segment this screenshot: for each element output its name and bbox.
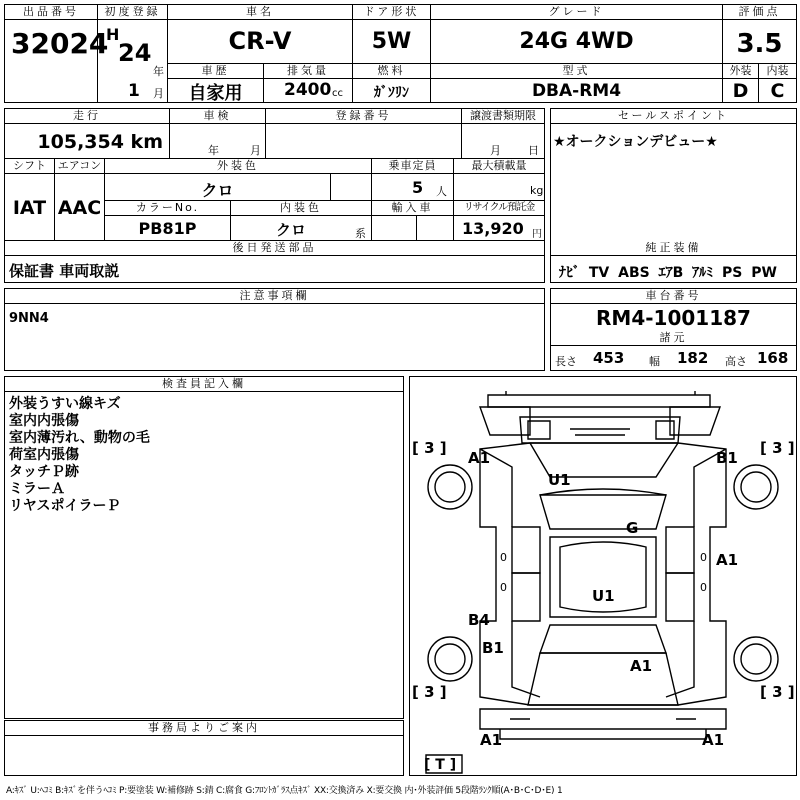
- ext-color-label: 外装色: [105, 159, 371, 174]
- model-label: 型式: [431, 64, 722, 79]
- fuel-label: 燃料: [353, 64, 430, 79]
- equipment-item: TV: [588, 265, 610, 281]
- score-label: 評価点: [723, 5, 796, 20]
- left-front-door: [512, 527, 540, 573]
- aircon-cell: [55, 159, 105, 241]
- windshield-mark: G: [626, 519, 639, 537]
- caution-block: [4, 288, 545, 371]
- chassis-label: 車台番号: [551, 289, 796, 304]
- transfer-cell: [462, 109, 544, 159]
- shift-value: IAT: [12, 197, 47, 219]
- right-quarter-mark: A1: [716, 551, 739, 569]
- grade-cell: [431, 5, 723, 64]
- model-value: DBA-RM4: [531, 81, 622, 101]
- rear-left-b4-mark: B4: [468, 611, 490, 629]
- recycle-value: 13,920: [462, 219, 524, 238]
- registration-era: H: [106, 25, 120, 44]
- rear-bumper-left-mark: A1: [480, 731, 503, 749]
- inspector-note: 荷室内張傷: [9, 447, 79, 463]
- recycle-unit: 円: [532, 229, 542, 240]
- door-cell: [353, 5, 431, 64]
- sales-point-label: セールスポイント: [551, 109, 796, 124]
- vehicle-details-block: [4, 108, 545, 283]
- front-right-tire-mark: [ 3 ]: [760, 439, 795, 457]
- aircon-value: AAC: [57, 197, 102, 219]
- rear-window: [540, 625, 666, 653]
- front-left-fender-mark: A1: [468, 449, 491, 467]
- shift-label: シフト: [5, 159, 54, 174]
- fuel-value: ｶﾞｿﾘﾝ: [374, 85, 409, 101]
- width-label: 幅: [649, 355, 660, 368]
- displacement-cell: [264, 64, 353, 102]
- front-bumper: [488, 395, 710, 407]
- rear-left-b1-mark: B1: [482, 639, 504, 657]
- right-door-mark: 0: [700, 551, 707, 564]
- car-diagram: [410, 377, 796, 775]
- tailgate: [528, 653, 678, 705]
- grade-value: 24G 4WD: [519, 29, 634, 54]
- left-rear-door-mark: 0: [500, 581, 507, 594]
- roof-mark: U1: [592, 587, 615, 605]
- int-color-value: クロ: [275, 221, 306, 239]
- right-front-door: [666, 527, 694, 573]
- inspector-note: 室内薄汚れ、動物の毛: [9, 430, 150, 446]
- windshield: [540, 495, 666, 529]
- registration-year: 24: [118, 39, 152, 67]
- door-value: 5W: [371, 29, 412, 54]
- parts-label: 後日発送部品: [5, 241, 544, 256]
- seats-value: 5: [412, 178, 424, 197]
- inspector-note: ミラーＡ: [9, 481, 65, 497]
- right-rear-door-mark: 0: [700, 581, 707, 594]
- load-unit: kg: [530, 184, 544, 197]
- mileage-cell: [5, 109, 170, 159]
- seats-label: 乗車定員: [372, 159, 453, 174]
- legend-text: A:ｷｽﾞ U:ﾍｺﾐ B:ｷｽﾞを伴うﾍｺﾐ P:要塗装 W:補修跡 S:錆 C:腐食 G:ﾌﾛﾝﾄｶﾞﾗｽ点ｷｽﾞ XX:交換済み X:要交換 内･外装評価 5段階ﾗﾝｸ順(A･B･C･D･E) 1: [6, 786, 563, 796]
- grade-label: グレード: [431, 5, 722, 20]
- displacement-unit: cc: [332, 88, 343, 99]
- length-label: 長さ: [555, 355, 577, 368]
- ext-color-cell: [105, 159, 372, 201]
- name-cell: [168, 5, 353, 64]
- sales-point-block: [550, 108, 797, 283]
- left-rear-door: [512, 573, 540, 621]
- door-label: ドア形状: [353, 5, 430, 20]
- year-unit: 年: [153, 65, 164, 78]
- registration-month: 1: [128, 81, 140, 101]
- hood-mark: U1: [548, 471, 571, 489]
- header-block: [4, 4, 797, 103]
- parts-value: 保証書 車両取説: [9, 262, 120, 280]
- office-block: [4, 720, 404, 776]
- chassis-block: [550, 288, 797, 371]
- parts-cell: [5, 241, 544, 282]
- car-name: CR-V: [228, 27, 292, 55]
- model-cell: [431, 64, 723, 102]
- interior-label: 内装: [759, 64, 796, 79]
- equipment-label: 純正装備: [551, 241, 796, 256]
- int-color-label: 内装色: [231, 201, 371, 216]
- inspection-cell: [170, 109, 266, 159]
- fuel-cell: [353, 64, 431, 102]
- inspector-note: タッチＰ跡: [9, 464, 79, 480]
- registration-cell: [98, 5, 168, 102]
- spec-label: 諸元: [551, 331, 796, 346]
- interior-cell: [759, 64, 796, 102]
- caution-label: 注意事項欄: [5, 289, 544, 304]
- equipment-item: ABS: [618, 265, 650, 281]
- exterior-cell: [723, 64, 759, 102]
- exterior-value: D: [732, 80, 749, 102]
- inspection-label: 車検: [170, 109, 265, 124]
- score-value: 3.5: [736, 29, 783, 59]
- rear-right-tire-mark: [ 3 ]: [760, 683, 795, 701]
- left-door-mark: 0: [500, 551, 507, 564]
- caution-value: 9NN4: [9, 311, 49, 326]
- seats-unit: 人: [436, 185, 447, 198]
- equipment-item: ｴｱB: [658, 265, 684, 281]
- transfer-day-unit: 日: [528, 144, 539, 157]
- transfer-month-unit: 月: [490, 144, 501, 157]
- load-label: 最大積載量: [454, 159, 544, 174]
- body-outline: [480, 443, 726, 705]
- month-unit: 月: [153, 87, 164, 100]
- lot-cell: [5, 5, 109, 102]
- name-label: 車名: [168, 5, 352, 20]
- roof: [550, 537, 656, 617]
- equipment-item: PS: [722, 265, 743, 281]
- interior-value: C: [770, 80, 785, 102]
- tailgate-mark: A1: [630, 657, 653, 675]
- equipment-item: ﾅﾋﾞ: [559, 265, 580, 281]
- plate-label: 登録番号: [266, 109, 461, 124]
- lot-label: 出品番号: [5, 5, 97, 20]
- seats-cell: [372, 159, 454, 201]
- history-label: 車歴: [168, 64, 263, 79]
- sales-point-value: ★オークションデビュー★: [553, 134, 718, 150]
- mileage-label: 走行: [5, 109, 169, 124]
- shift-cell: [5, 159, 55, 241]
- front-right-fender-mark: B1: [716, 449, 738, 467]
- displacement-label: 排気量: [264, 64, 352, 79]
- inspection-year-unit: 年: [208, 144, 219, 157]
- spare-tire-mark: [ T ]: [424, 757, 457, 773]
- recycle-cell: [454, 201, 544, 241]
- history-cell: [168, 64, 264, 102]
- inspector-note: 室内内張傷: [9, 413, 79, 429]
- lot-number: 32024: [11, 27, 109, 60]
- plate-cell: [266, 109, 462, 159]
- inspector-block: [4, 376, 404, 719]
- int-color-cell: [231, 201, 372, 241]
- inspector-note: リヤスポイラーＰ: [9, 498, 121, 514]
- mileage-value: 105,354 km: [37, 131, 163, 153]
- color-no-value: PB81P: [138, 219, 197, 238]
- aircon-label: エアコン: [55, 159, 104, 174]
- color-no-cell: [105, 201, 231, 241]
- equipment-item: ｱﾙﾐ: [692, 265, 714, 281]
- recycle-label: リサイクル預託金: [454, 201, 544, 216]
- right-rear-door: [666, 573, 694, 621]
- car-diagram-block: [409, 376, 797, 776]
- import-cell: [372, 201, 454, 241]
- load-cell: [454, 159, 544, 201]
- exterior-label: 外装: [723, 64, 758, 79]
- registration-label: 初度登録: [98, 5, 167, 20]
- equipment-item: PW: [751, 265, 777, 281]
- rear-left-tire-mark: [ 3 ]: [412, 683, 447, 701]
- transfer-label: 譲渡書類期限: [462, 109, 544, 124]
- height-value: 168: [757, 349, 789, 367]
- inspection-month-unit: 月: [250, 144, 261, 157]
- office-label: 事務局よりご案内: [5, 721, 403, 736]
- equipment-list: [559, 262, 777, 282]
- color-no-label: カラーNo.: [105, 201, 230, 216]
- inspector-note: 外装うすい線キズ: [9, 396, 121, 412]
- chassis-number: RM4-1001187: [596, 306, 751, 330]
- inspector-label: 検査員記入欄: [5, 377, 403, 392]
- width-value: 182: [677, 349, 709, 367]
- int-color-unit: 系: [355, 227, 366, 240]
- height-label: 高さ: [725, 355, 747, 368]
- score-cell: [723, 5, 796, 64]
- rear-bumper-right-mark: A1: [702, 731, 725, 749]
- import-label: 輸入車: [372, 201, 453, 216]
- displacement-value: 2400: [284, 80, 332, 100]
- ext-color-value: クロ: [201, 181, 234, 200]
- history-value: 自家用: [188, 83, 243, 104]
- front-left-tire-mark: [ 3 ]: [412, 439, 447, 457]
- length-value: 453: [593, 349, 625, 367]
